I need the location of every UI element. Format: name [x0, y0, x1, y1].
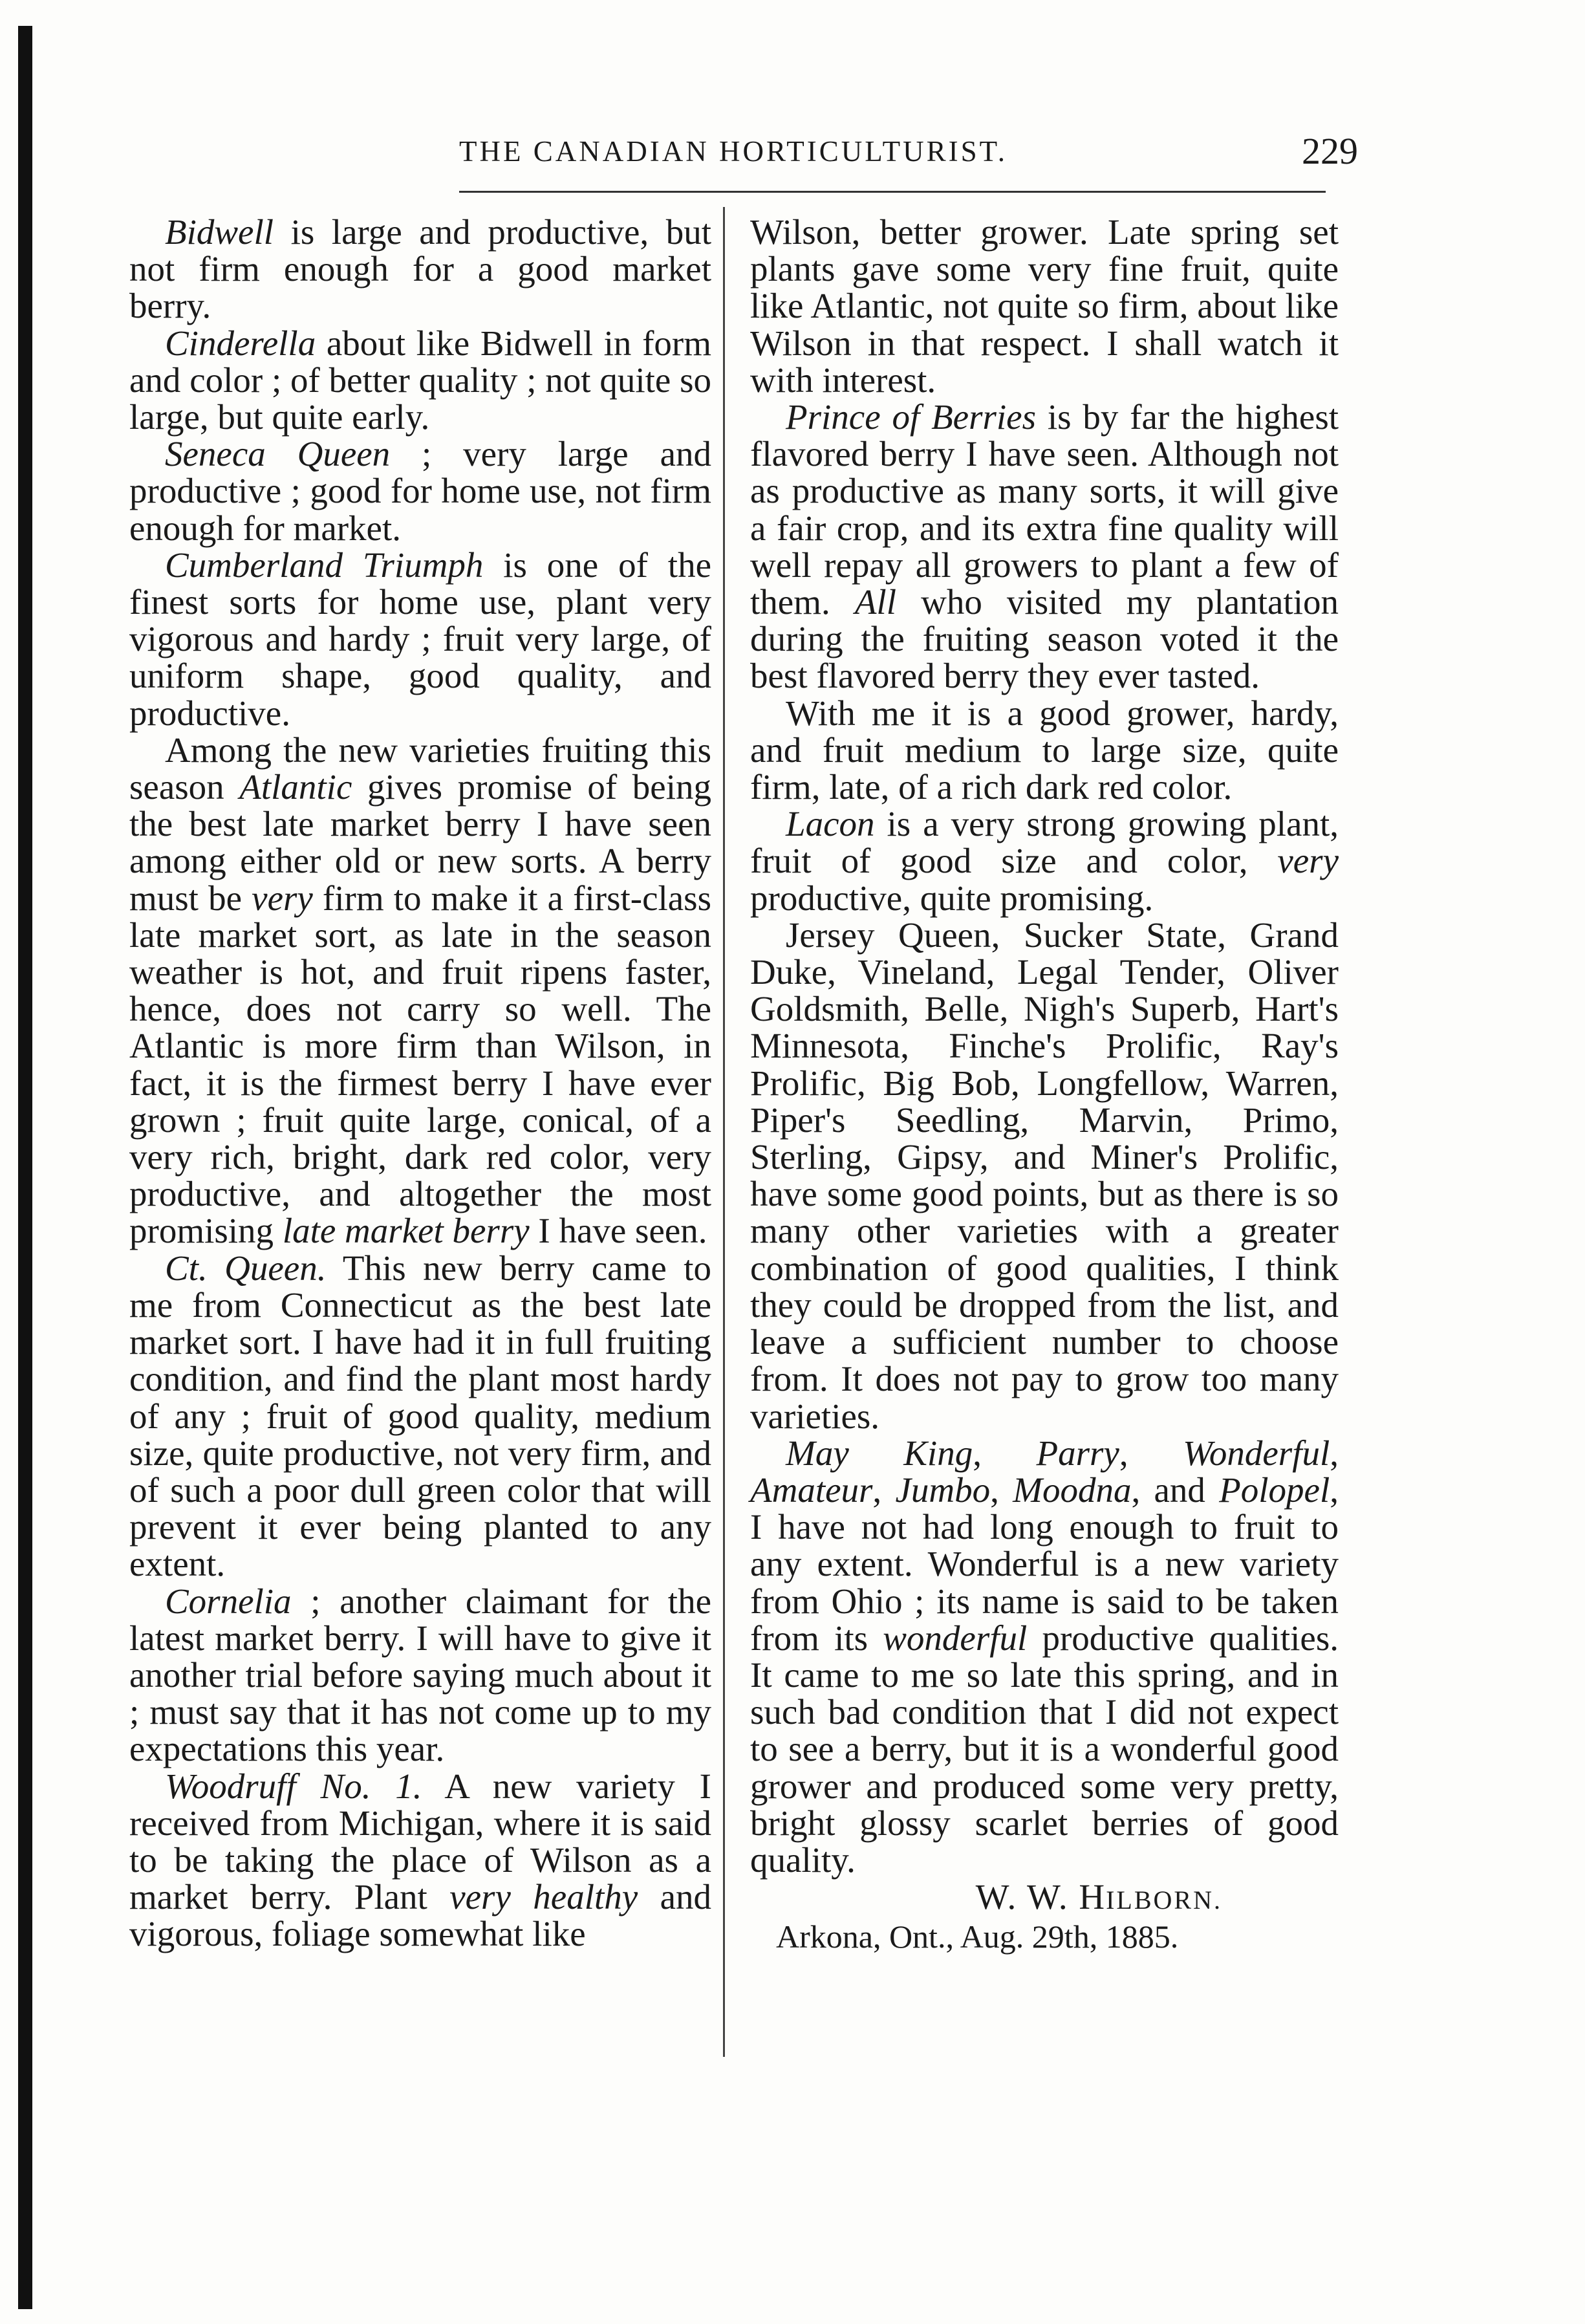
paragraph-text: is one of the finest sorts for home use, plant very vigorous and hardy ; fruit very large, of uniform shape, good quality, and productive. — [129, 545, 711, 733]
paragraph-variety-list: Jersey Queen, Sucker State, Grand Duke, Vineland, Legal Tender, Oliver Goldsmith, Belle, Nigh's Superb, Hart's Minnesota, Finche's Prolific, Ray's Prolific, Big Bob, Longfellow, Warren, Piper's Seedling, Marvin, Primo, Sterling, Gipsy, and Miner's Prolific, have some good points, but as there is so many other varieties with a greater combination of good qualities, I think they could be dropped from the list, and leave a sufficient number to choose from. It does not pay to grow too many varieties. — [750, 915, 1339, 1436]
paragraph-text: gives promise of being the best late market berry I have seen among either old or new sorts. A berry must be — [129, 767, 711, 918]
paragraph-bidwell — [129, 213, 711, 325]
separator: , — [990, 1470, 1013, 1510]
separator: , — [973, 1433, 1037, 1473]
separator: , and — [1131, 1470, 1220, 1510]
paragraph-with-me: With me it is a good grower, hardy, and fruit medium to large size, quite firm, late, of a rich dark red color. — [750, 693, 1339, 807]
variety-name: Atlantic — [239, 767, 352, 807]
paragraph-text: is large and productive, but not firm enough for a good market berry. — [129, 212, 711, 326]
left-column — [129, 213, 711, 1953]
paragraph-text: This new berry came to me from Connecticut as the best late market sort. I have had it in full fruiting condition, and find the plant most hardy of any ; fruit of good quality, medium size, quite productive, not very firm, and of such a poor dull green color that will prevent it ever being planted to any extent. — [129, 1248, 711, 1584]
variety-name: Cornelia — [165, 1581, 292, 1621]
paragraph-atlantic — [129, 732, 711, 1250]
column-divider — [723, 207, 725, 2057]
variety-name: Polopel — [1219, 1470, 1330, 1510]
paragraph-prince-of-berries — [750, 398, 1339, 695]
dateline: Arkona, Ont., Aug. 29th, 1885. — [776, 1918, 1179, 1955]
variety-name: Prince of Berries — [786, 397, 1036, 437]
variety-name: Ct. Queen. — [165, 1248, 327, 1288]
separator: , — [1330, 1433, 1339, 1473]
running-title: THE CANADIAN HORTICULTURIST. — [459, 135, 1008, 168]
paragraph-may-king — [750, 1435, 1339, 1878]
paragraph-text: productive qualities. It came to me so late this spring, and in such bad condition that I did not expect to see a berry, but it is a wonderful good grower and produced some very pretty, bright glossy scarlet berries of good quality. — [750, 1618, 1339, 1880]
paragraph-cornelia — [129, 1583, 711, 1768]
variety-name: Bidwell — [165, 212, 274, 252]
binding-edge — [18, 26, 32, 2309]
emphasis: wonderful — [883, 1618, 1028, 1658]
signature-initials: W. W. H — [975, 1877, 1106, 1917]
separator: , — [872, 1470, 896, 1510]
variety-name: Seneca Queen — [165, 434, 391, 474]
emphasis: All — [854, 582, 896, 622]
paragraph-text: about like Bidwell in form and color ; of better quality ; not quite so large, but quite early. — [129, 323, 711, 437]
paragraph-text: ; another claimant for the latest market berry. I will have to give it another trial before saying much about it ; must say that it has not come up to my expectations this year. — [129, 1581, 711, 1769]
variety-name: Amateur — [750, 1470, 873, 1510]
paragraph-continuation: Wilson, better grower. Late spring set plants gave some very fine fruit, quite like Atlantic, not quite so firm, about like Wilson in that respect. I shall watch it with interest. — [750, 212, 1339, 400]
paragraph-text: firm to make it a first-class late market sort, as late in the season weather is hot, and fruit ripens faster, hence, does not carry so well. The Atlantic is more firm than Wilson, in fact, it is the firmest berry I have ever grown ; fruit quite large, conical, of a very rich, bright, dark red color, very productive, and altogether the most promising — [129, 878, 711, 1251]
paragraph-text: Among the new varieties fruiting this season — [129, 730, 711, 807]
variety-name: Cumberland Triumph — [165, 545, 484, 585]
page-header — [446, 129, 1358, 181]
emphasis: very healthy — [449, 1877, 638, 1917]
paragraph-text: is a very strong growing plant, fruit of good size and color, — [750, 804, 1339, 881]
variety-name: Cinderella — [165, 323, 316, 363]
variety-name: Woodruff No. 1. — [165, 1766, 422, 1806]
paragraph-seneca-queen — [129, 435, 711, 547]
paragraph-text: ; very large and productive ; good for home use, not firm enough for market. — [129, 434, 711, 548]
emphasis: very — [252, 878, 313, 918]
separator: , — [1119, 1433, 1183, 1473]
paragraph-text: who visited my plantation during the fruiting season voted it the best flavored berry they ever tasted. — [750, 582, 1339, 696]
signature-surname: ILBORN. — [1106, 1885, 1222, 1915]
right-column — [750, 213, 1339, 1956]
paragraph-text: and vigorous, foliage somewhat like — [129, 1877, 711, 1954]
page-number: 229 — [1302, 130, 1358, 172]
paragraph-text: A new variety I received from Michigan, where it is said to be taking the place of Wilson as a market berry. Plant — [129, 1766, 711, 1917]
paragraph-woodruff — [129, 1768, 711, 1953]
paragraph-ct-queen — [129, 1250, 711, 1583]
variety-name: May King — [786, 1433, 973, 1473]
paragraph-lacon — [750, 805, 1339, 917]
paragraph-text: is by far the highest flavored berry I have seen. Although not as productive as many sorts, it will give a fair crop, and its extra fine quality will well repay all growers to plant a few of them. — [750, 397, 1339, 622]
variety-name: Moodna — [1013, 1470, 1132, 1510]
paragraph-cumberland-triumph — [129, 547, 711, 732]
variety-name: Parry — [1036, 1433, 1119, 1473]
header-rule — [459, 191, 1326, 193]
emphasis: very — [1277, 841, 1339, 881]
variety-name: Lacon — [786, 804, 875, 844]
emphasis: late market berry — [282, 1211, 530, 1251]
variety-name: Jumbo — [895, 1470, 991, 1510]
paragraph-text: productive, quite promising. — [750, 878, 1154, 918]
paragraph-text: , I have not had long enough to fruit to any extent. Wonderful is a new variety from Ohio ; its name is said to be taken from its — [750, 1470, 1339, 1658]
author-signature — [750, 1878, 1339, 1918]
paragraph-cinderella — [129, 325, 711, 436]
variety-name: Wonderful — [1183, 1433, 1330, 1473]
paragraph-text: I have seen. — [529, 1211, 707, 1251]
